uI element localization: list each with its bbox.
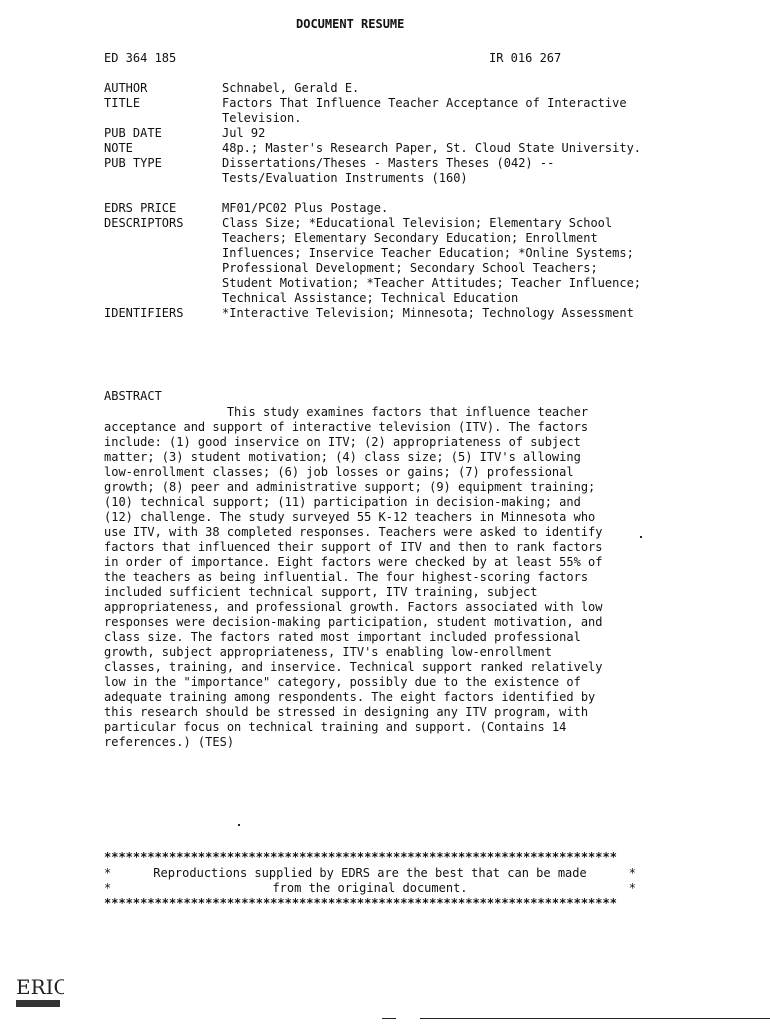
metadata-value: Dissertations/Theses - Masters Theses (042) -- Tests/Evaluation Instruments (160)	[222, 156, 555, 185]
metadata-row-descriptors	[104, 216, 644, 306]
metadata-row-title	[104, 96, 644, 126]
metadata-label: PUB DATE	[104, 126, 162, 140]
metadata-value: Schnabel, Gerald E.	[222, 81, 360, 95]
footer-star-border-top: ***********************************************************************	[104, 850, 617, 864]
scan-speck	[238, 824, 240, 826]
metadata-row-author	[104, 81, 644, 96]
metadata-row-note	[104, 141, 644, 156]
abstract-text: This study examines factors that influence teacher acceptance and support of interactive television (ITV). The factors include: (1) good inservice on ITV; (2) appropriateness of subject matter; (3) student motivation; (4) class size; (5) ITV's allowing low-enrollment classes; (6) job losses or gains; (7) professional growth; (8) peer and administrative support; (9) equipment training; (10) technical support; (11) participation in decision-making; and (12) challenge. The study surveyed 55 K-12 teachers in Minnesota who use ITV, with 38 completed responses. Teachers were asked to identify factors that influenced their support of ITV and then to rank factors in order of importance. Eight factors were checked by at least 55% of the teachers as being influential. The four highest-scoring factors included sufficient technical support, ITV training, subject appropriateness, and professional growth. Factors associated with low responses were decision-making participation, student motivation, and class size. The factors rated most important included professional growth, subject appropriateness, ITV's enabling low-enrollment classes, training, and inservice. Technical support ranked relatively low in the "importance" category, possibly due to the existence of adequate training among respondents. The eight factors identified by this research should be stressed in designing any ITV program, with particular focus on technical training and support. (Contains 14 references.) (TES)	[104, 405, 603, 749]
metadata-value: MF01/PC02 Plus Postage.	[222, 201, 389, 215]
metadata-row-pub-date	[104, 126, 644, 141]
star-mark: *	[104, 881, 112, 895]
ed-number: ED 364 185	[104, 51, 177, 65]
reproduction-text-1: Reproductions supplied by EDRS are the best that can be made	[153, 866, 587, 880]
metadata-value: *Interactive Television; Minnesota; Technology Assessment	[222, 306, 634, 320]
scan-speck	[640, 536, 642, 538]
star-mark: *	[628, 881, 636, 895]
eric-logo-icon	[14, 960, 64, 1010]
metadata-label: TITLE	[104, 96, 141, 110]
reproduction-line-2	[104, 881, 636, 896]
reproduction-notice	[104, 866, 636, 896]
reproduction-text-2: from the original document.	[272, 881, 468, 895]
metadata-label: IDENTIFIERS	[104, 306, 184, 320]
star-mark: *	[104, 866, 112, 880]
reproduction-line-1	[104, 866, 636, 881]
metadata-label: PUB TYPE	[104, 156, 162, 170]
metadata-row-identifiers	[104, 306, 644, 321]
ir-number: IR 016 267	[489, 51, 562, 65]
metadata-row-edrs-price	[104, 201, 644, 216]
footer-star-border-bottom: ***********************************************************************	[104, 896, 617, 910]
metadata-row-pub-type	[104, 156, 644, 186]
metadata-value: Factors That Influence Teacher Acceptance of Interactive Television.	[222, 96, 627, 125]
metadata-value: Jul 92	[222, 126, 266, 140]
metadata-label: EDRS PRICE	[104, 201, 177, 215]
metadata-label: NOTE	[104, 141, 133, 155]
metadata-value: 48p.; Master's Research Paper, St. Cloud State University.	[222, 141, 642, 155]
scan-speck	[382, 1018, 396, 1019]
document-title: DOCUMENT RESUME	[296, 17, 405, 31]
star-mark: *	[628, 866, 636, 880]
metadata-value: Class Size; *Educational Television; Elementary School Teachers; Elementary Secondary Education; Enrollment Influences; Inservice Teacher Education; *Online Systems; Professional Development; Secondary School Teachers; Student Motivation; *Teacher Attitudes; Teacher Influence; Technical Assistance; Technical Education	[222, 216, 642, 305]
metadata-block	[104, 81, 644, 321]
metadata-label: AUTHOR	[104, 81, 148, 95]
scan-line	[420, 1018, 770, 1019]
metadata-label: DESCRIPTORS	[104, 216, 184, 230]
eric-logo-text: ERIC	[16, 975, 64, 999]
abstract-label: ABSTRACT	[104, 389, 162, 403]
